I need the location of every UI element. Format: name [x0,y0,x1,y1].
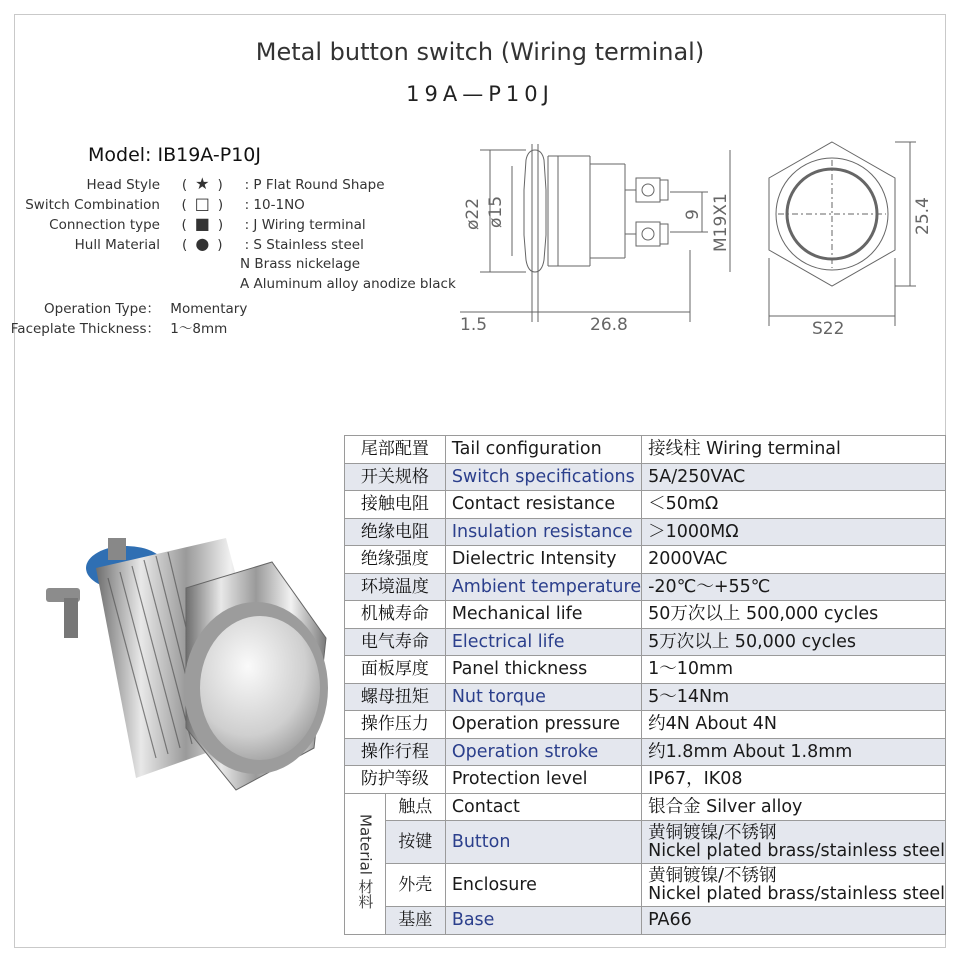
table-cell: 绝缘电阻 [345,518,446,546]
button-face-icon [200,616,320,760]
table-cell: 螺母扭矩 [345,683,446,711]
table-row [345,656,946,684]
table-cell: 开关规格 [345,463,446,491]
table-cell: 触点 [385,793,445,821]
table-row-material-contact [345,793,946,821]
table-cell: Mechanical life [445,601,641,629]
dimension-drawing [440,130,940,340]
table-cell: 环境温度 [345,573,446,601]
table-row [345,573,946,601]
spec-value: : J Wiring terminal [244,217,366,233]
dim-25-4: 25.4 [913,197,933,235]
table-cell: 接触电阻 [345,491,446,519]
spec-symbol: ( ★ ) [181,174,223,193]
table-cell: Nut torque [445,683,641,711]
spec-switch-combination [0,194,305,213]
table-cell: Enclosure [445,864,641,907]
spec-value: : 10-1NO [244,197,305,213]
table-cell: 外壳 [385,864,445,907]
table-row [345,491,946,519]
square-filled-icon: ■ [194,214,210,233]
dim-26-8: 26.8 [590,315,628,335]
table-cell: Dielectric Intensity [445,546,641,574]
spec-symbol: ( ● ) [182,234,223,253]
spec-symbol: ( ■ ) [181,214,224,233]
table-cell: 机械寿命 [345,601,446,629]
faceplate-key: Faceplate Thickness： [10,321,160,337]
spec-table [344,435,946,935]
table-cell: -20℃～+55℃ [642,573,946,601]
table-cell: 5万次以上 50,000 cycles [642,628,946,656]
model-label: Model: IB19A-P10J [88,144,261,166]
hull-option-aluminum: A Aluminum alloy anodize black [240,276,456,292]
dim-9: 9 [683,209,703,220]
table-cell: 接线柱 Wiring terminal [642,436,946,464]
table-cell: Panel thickness [445,656,641,684]
table-row [345,683,946,711]
faceplate-thickness [0,317,227,337]
table-cell: IP67，IK08 [642,766,946,794]
spec-value: : S Stainless steel [244,237,364,253]
operation-type-value: Momentary [170,301,248,317]
table-cell: ＞1000MΩ [642,518,946,546]
table-cell: 5～14Nm [642,683,946,711]
table-cell: Base [445,907,641,935]
operation-type-key: Operation Type： [44,301,160,317]
table-cell: 5A/250VAC [642,463,946,491]
square-outline-icon: □ [194,194,210,213]
operation-type [0,297,247,317]
table-cell: Button [445,821,641,864]
table-cell: 约1.8mm About 1.8mm [642,738,946,766]
table-cell: 操作压力 [345,711,446,739]
table-cell: Operation pressure [445,711,641,739]
table-cell: Contact resistance [445,491,641,519]
table-cell: 黄铜镀镍/不锈钢 Nickel plated brass/stainless steel [642,864,946,907]
dim-m19: M19X1 [711,193,731,252]
table-cell: 操作行程 [345,738,446,766]
table-cell: 绝缘强度 [345,546,446,574]
dim-1-5: 1.5 [460,315,488,335]
table-row-material-base [345,907,946,935]
table-cell: Insulation resistance [445,518,641,546]
table-cell: Electrical life [445,628,641,656]
table-row [345,546,946,574]
table-row [345,436,946,464]
table-cell: 电气寿命 [345,628,446,656]
table-cell: 50万次以上 500,000 cycles [642,601,946,629]
dim-s22: S22 [812,319,845,339]
table-cell: ＜50mΩ [642,491,946,519]
table-cell: Tail configuration [445,436,641,464]
table-cell: 黄铜镀镍/不锈钢 Nickel plated brass/stainless steel [642,821,946,864]
table-cell: 1～10mm [642,656,946,684]
spec-hull-material [0,234,364,253]
spec-head-style [0,174,385,193]
table-row-material-button [345,821,946,864]
page-title: Metal button switch (Wiring terminal) [255,38,705,66]
table-cell: 尾部配置 [345,436,446,464]
table-row [345,711,946,739]
table-row [345,601,946,629]
page-subtitle: 19A—P10J [406,82,554,106]
spec-value: : P Flat Round Shape [244,177,385,193]
table-cell: Protection level [445,766,641,794]
dim-d22: ø22 [463,197,483,230]
spec-key: Switch Combination [25,197,160,213]
table-row [345,463,946,491]
table-cell: 基座 [385,907,445,935]
table-cell: 约4N About 4N [642,711,946,739]
table-cell: 防护等级 [345,766,446,794]
table-cell: 面板厚度 [345,656,446,684]
product-photo [36,528,336,798]
table-row [345,766,946,794]
spec-connection-type [0,214,366,233]
spec-key: Connection type [49,217,160,233]
spec-key: Hull Material [74,237,160,253]
table-row [345,738,946,766]
table-row [345,518,946,546]
table-cell: Operation stroke [445,738,641,766]
table-cell: Ambient temperature [445,573,641,601]
table-cell: 按键 [385,821,445,864]
hull-option-brass: N Brass nickelage [240,256,361,272]
circle-filled-icon: ● [195,234,210,253]
table-cell: 2000VAC [642,546,946,574]
spec-key: Head Style [86,177,160,193]
table-cell: Switch specifications [445,463,641,491]
spec-symbol: ( □ ) [181,194,224,213]
table-cell: Contact [445,793,641,821]
table-row [345,628,946,656]
table-cell: PA66 [642,907,946,935]
dim-d15: ø15 [486,195,506,228]
material-group-label: Material 材料 [345,793,386,934]
table-cell: 银合金 Silver alloy [642,793,946,821]
star-icon: ★ [195,174,210,193]
faceplate-value: 1～8mm [170,321,228,337]
table-row-material-enclosure [345,864,946,907]
